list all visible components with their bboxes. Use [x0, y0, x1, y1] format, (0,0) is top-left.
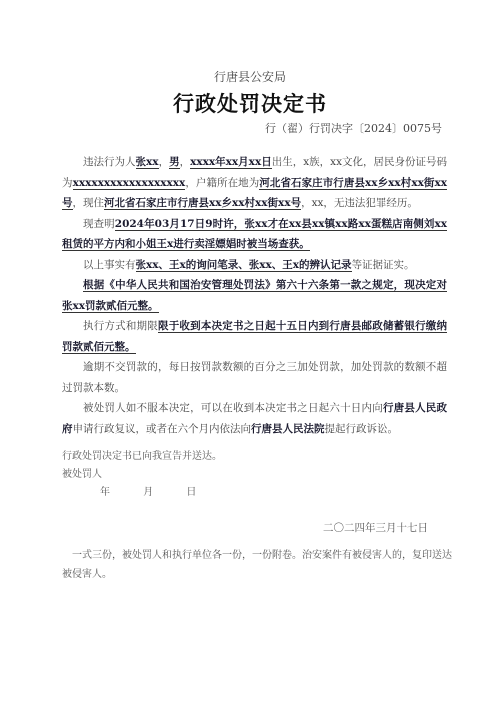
- text-label: 以上事实有: [83, 258, 136, 271]
- offender-address: 河北省石家庄市行唐县xx乡xx村xx街xx号: [104, 197, 302, 209]
- offender-id-number: xxxxxxxxxxxxxxxxxx: [72, 176, 186, 189]
- facts-text: 2024年03月17日9时许，张xx才在xx县xx镇xx路xx蛋糕店南侧刘xx租赁的平方内和小姐王x进行卖淫嫖娼时被当场查获。: [62, 217, 448, 250]
- execution-paragraph: [62, 316, 447, 357]
- legal-basis-text: 根据《中华人民共和国治安管理处罚法》第六十六条第一款之规定，现决定对张xx罚款贰佰元整。: [62, 279, 447, 312]
- text-label: 等证据证实。: [351, 258, 415, 271]
- text-label: 被处罚人如不服本决定，可以在收到本决定书之日起六十日内向: [83, 402, 383, 414]
- issuing-agency: 行唐县公安局: [213, 70, 286, 84]
- court-name: 行唐县人民法院: [251, 422, 325, 435]
- document-body: [62, 152, 447, 439]
- service-acknowledgement: [62, 448, 452, 502]
- text-label: 提起行政诉讼。: [324, 422, 398, 435]
- offender-dob: xxxx年xx月xx日: [190, 156, 272, 168]
- late-payment-paragraph: 逾期不交罚款的，每日按罚款数额的百分之三加处罚款，加处罚款的数额不超过罚款本数。: [62, 361, 447, 394]
- copies-note: [62, 546, 452, 584]
- recipient-label: 被处罚人: [62, 469, 102, 480]
- offender-gender: 男: [169, 156, 180, 168]
- year-label: 年: [100, 487, 110, 498]
- appeal-paragraph: [62, 398, 447, 439]
- text-label: 现查明: [83, 217, 115, 230]
- copies-note-text: 一式三份，被处罚人和执行单位各一份，一份附卷。治安案件有被侵害人的，复印送达被侵害人。: [62, 550, 452, 580]
- month-label: 月: [143, 487, 154, 498]
- text-label: 申请行政复议，或者在六个月内依法向: [72, 422, 251, 435]
- text-label: ，xx，无违法犯罪经历。: [301, 197, 418, 209]
- punct: ，: [158, 156, 170, 168]
- document-number: 行（翟）行罚决字〔2024〕0075号: [265, 122, 442, 135]
- evidence-paragraph: [62, 255, 447, 276]
- offender-hukou: 河北省石家庄市行唐县xx乡xx村xx街xx号: [62, 176, 448, 209]
- text-label: 执行方式和期限: [83, 320, 158, 332]
- issue-date: 二〇二四年三月十七日: [323, 522, 428, 534]
- legal-basis-paragraph: [62, 275, 447, 316]
- facts-paragraph: [62, 214, 447, 255]
- text-label: ，现住: [72, 197, 104, 209]
- execution-method: 限于收到本决定书之日起十五日内到行唐县邮政储蓄银行缴纳罚款贰佰元整。: [62, 320, 448, 353]
- service-statement: 行政处罚决定书已向我宣告并送达。: [62, 451, 222, 462]
- evidence-text: 张xx、王x的询问笔录、张xx、王x的辨认记录: [135, 258, 352, 271]
- text-label: 违法行为人: [83, 156, 136, 168]
- offender-info-paragraph: [62, 152, 447, 214]
- punct: ，: [179, 156, 191, 168]
- review-authority: 行唐县人民政府: [62, 402, 448, 435]
- signature-date-row: [62, 484, 452, 502]
- document-title: 行政处罚决定书: [173, 91, 327, 116]
- day-label: 日: [186, 487, 197, 498]
- text-label: 出生，x族，xx文化，居民身份证号码为: [62, 156, 448, 189]
- offender-name: 张xx: [135, 156, 159, 168]
- text-label: ，户籍所在地为: [185, 176, 260, 189]
